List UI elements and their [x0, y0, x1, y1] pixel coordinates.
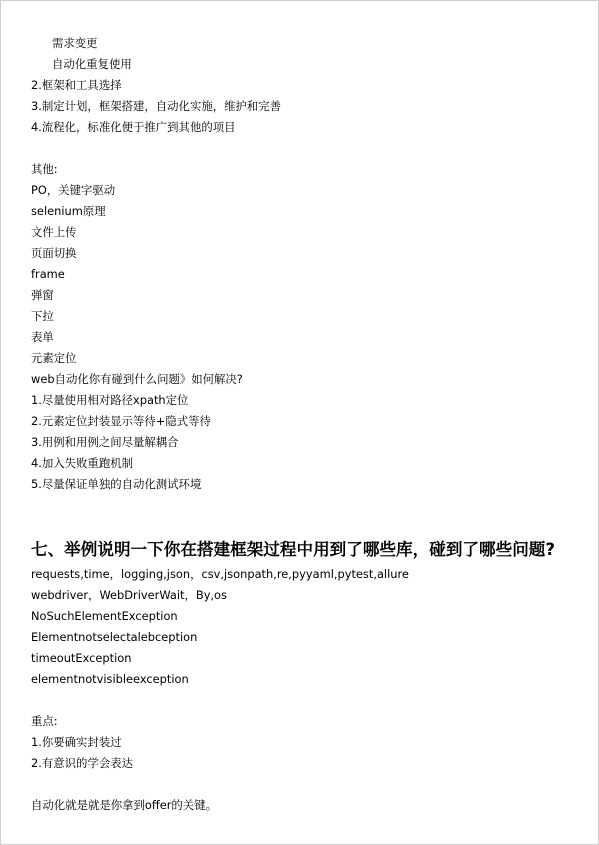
list-item: web自动化你有碰到什么问题》如何解决?	[31, 372, 243, 386]
list-item: 2.框架和工具选择	[31, 78, 122, 92]
list-item: 元素定位	[31, 351, 77, 365]
list-item: 自动化重复使用	[52, 57, 132, 71]
key-points-title: 重点:	[31, 714, 58, 728]
list-item: 弹窗	[31, 288, 54, 302]
list-item: selenium原理	[31, 204, 106, 218]
list-item: 表单	[31, 330, 54, 344]
list-item: webdriver，WebDriverWait，By,os	[31, 588, 227, 602]
list-item: requests,time，logging,json，csv,jsonpath,re,pyyaml,pytest,allure	[31, 567, 409, 581]
list-item: PO，关键字驱动	[31, 183, 116, 197]
list-item: 4.流程化，标准化便于推广到其他的项目	[31, 120, 236, 134]
list-item: 1.尽量使用相对路径xpath定位	[31, 393, 189, 407]
list-item: 页面切换	[31, 246, 77, 260]
others-title: 其他:	[31, 162, 58, 176]
list-item: 3.制定计划，框架搭建，自动化实施，维护和完善	[31, 99, 282, 113]
closing-text: 自动化就是就是你拿到offer的关键。	[31, 798, 217, 812]
list-item: 4.加入失败重跑机制	[31, 456, 133, 470]
section-heading: 七、举例说明一下你在搭建框架过程中用到了哪些库，碰到了哪些问题?	[31, 540, 556, 559]
list-item: NoSuchElementException	[31, 609, 178, 623]
list-item: 5.尽量保证单独的自动化测试环境	[31, 477, 202, 491]
list-item: timeoutException	[31, 651, 132, 665]
list-item: Elementnotselectalebception	[31, 630, 198, 644]
list-item: 2.元素定位封装显示等待+隐式等待	[31, 414, 211, 428]
list-item: 2.有意识的学会表达	[31, 756, 133, 770]
list-item: elementnotvisibleexception	[31, 672, 189, 686]
list-item: 文件上传	[31, 225, 77, 239]
list-item: 3.用例和用例之间尽量解耦合	[31, 435, 179, 449]
list-item: 下拉	[31, 309, 54, 323]
list-item: 需求变更	[52, 36, 98, 50]
list-item: frame	[31, 267, 65, 281]
list-item: 1.你要确实封装过	[31, 735, 122, 749]
